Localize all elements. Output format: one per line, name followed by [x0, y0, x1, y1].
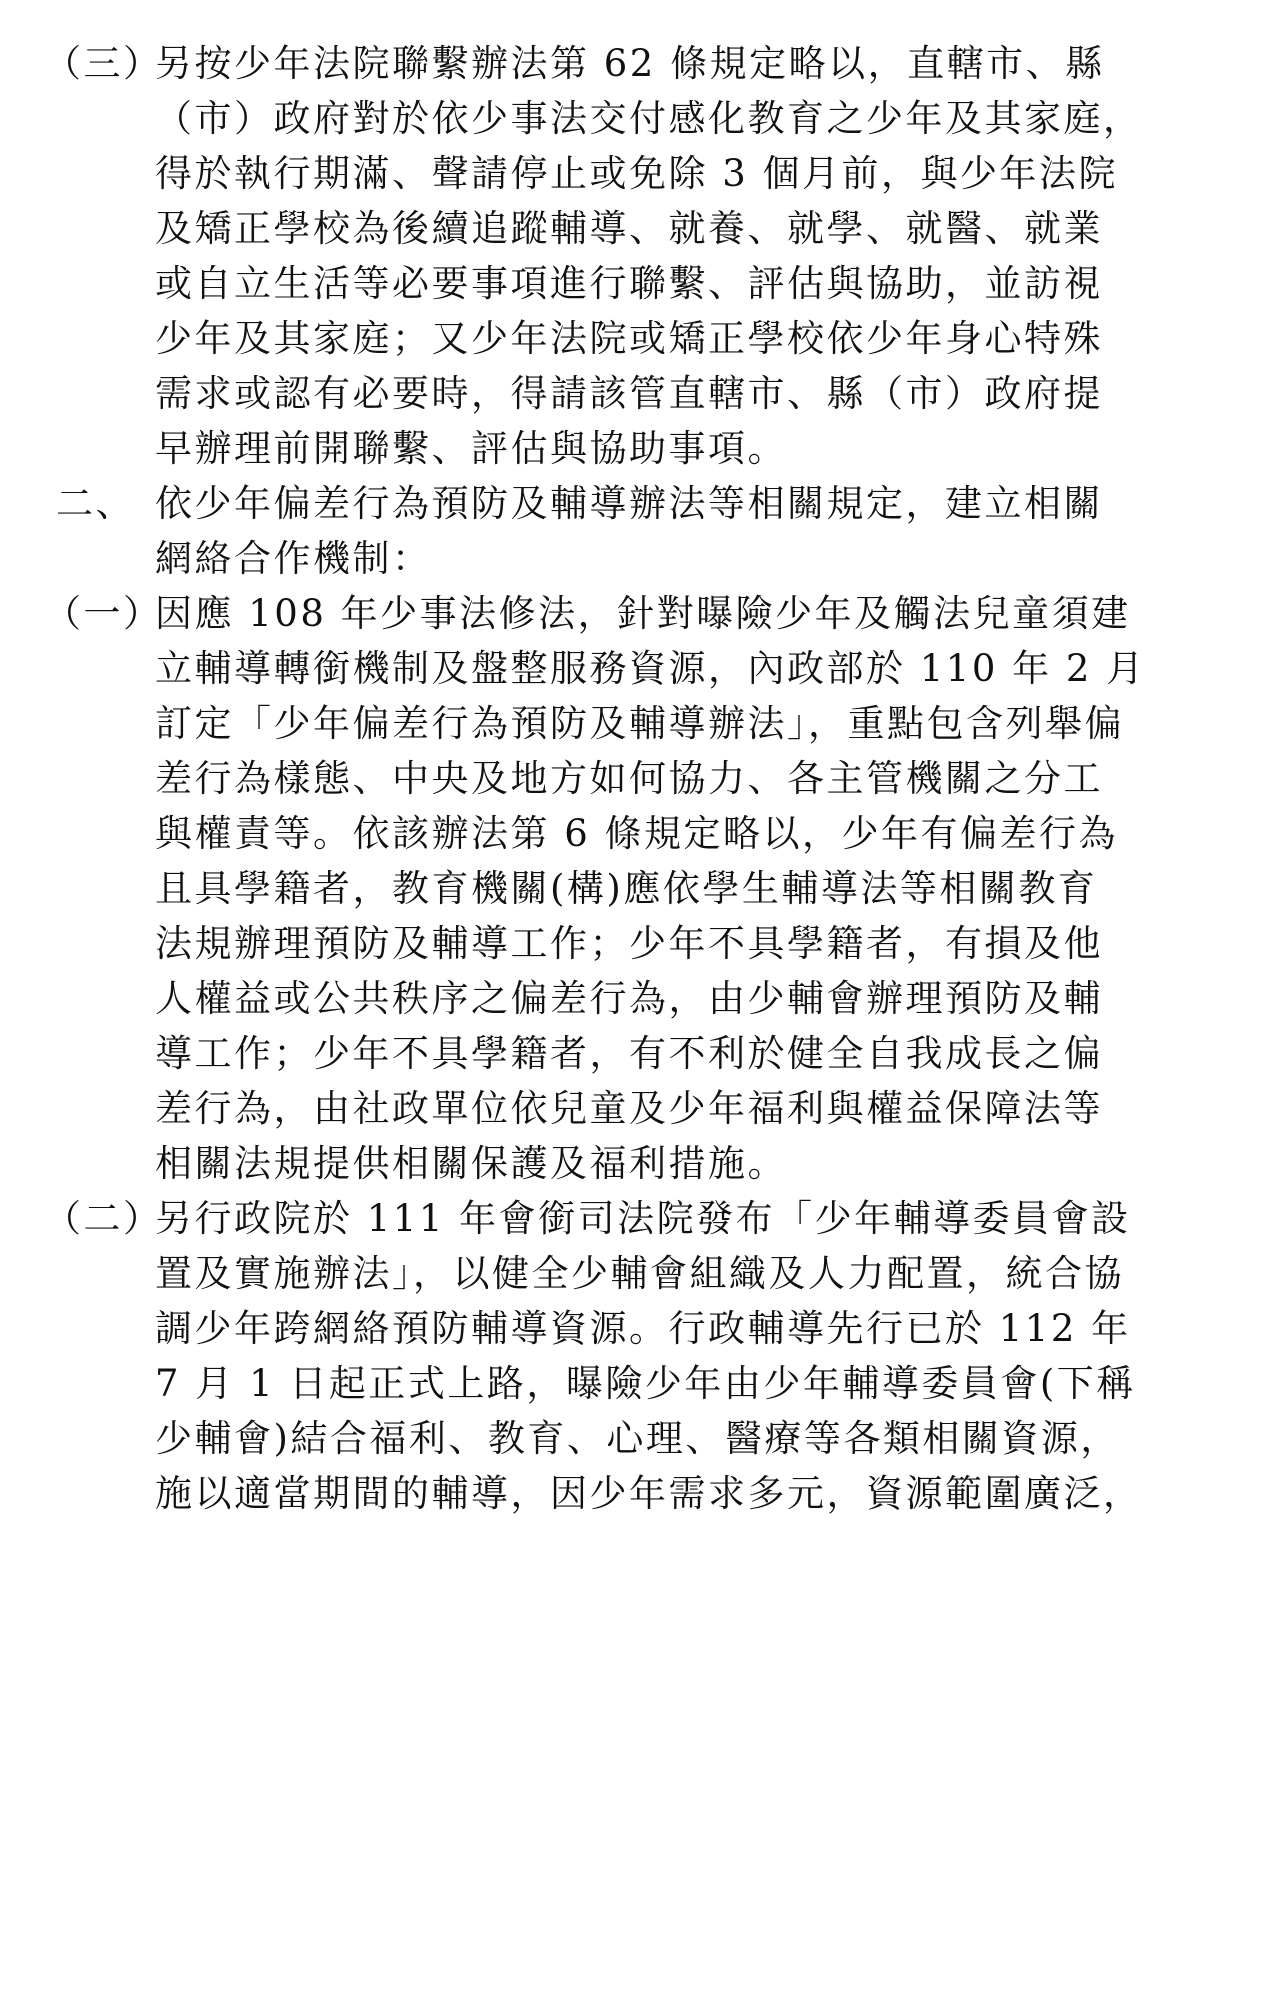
paragraph-line: 且具學籍者，教育機關(構)應依學生輔導法等相關教育 [155, 867, 1098, 910]
section-heading-line: 依少年偏差行為預防及輔導辦法等相關規定，建立相關 [155, 482, 1103, 525]
paragraph-line: 另行政院於 111 年會銜司法院發布「少年輔導委員會設 [155, 1197, 1131, 1240]
paragraph-line: 施以適當期間的輔導，因少年需求多元，資源範圍廣泛， [155, 1472, 1143, 1515]
paragraph-line: 或自立生活等必要事項進行聯繫、評估與協助，並訪視 [155, 262, 1103, 305]
paragraph-line: 需求或認有必要時，得請該管直轄市、縣（市）政府提 [155, 372, 1103, 415]
paragraph-line: 因應 108 年少事法修法，針對曝險少年及觸法兒童須建 [155, 592, 1131, 635]
section-marker-1: （一） [44, 592, 163, 635]
paragraph-line: 少年及其家庭；又少年法院或矯正學校依少年身心特殊 [155, 317, 1103, 360]
paragraph-line: 人權益或公共秩序之偏差行為，由少輔會辦理預防及輔 [155, 977, 1103, 1020]
paragraph-line: 法規辦理預防及輔導工作；少年不具學籍者，有損及他 [155, 922, 1103, 965]
section-marker-3: （三） [44, 42, 163, 85]
paragraph-line: 及矯正學校為後續追蹤輔導、就養、就學、就醫、就業 [155, 207, 1103, 250]
paragraph-line: （市）政府對於依少事法交付感化教育之少年及其家庭， [155, 97, 1143, 140]
paragraph-line: 得於執行期滿、聲請停止或免除 3 個月前，與少年法院 [155, 152, 1119, 195]
section-heading-line: 網絡合作機制： [155, 537, 432, 580]
paragraph-line: 7 月 1 日起正式上路，曝險少年由少年輔導委員會(下稱 [155, 1362, 1136, 1405]
paragraph-line: 差行為樣態、中央及地方如何協力、各主管機關之分工 [155, 757, 1103, 800]
section-marker-2: （二） [44, 1197, 163, 1240]
paragraph-line: 訂定「少年偏差行為預防及輔導辦法」，重點包含列舉偏 [155, 702, 1124, 745]
paragraph-line: 差行為，由社政單位依兒童及少年福利與權益保障法等 [155, 1087, 1103, 1130]
paragraph-line: 早辦理前開聯繫、評估與協助事項。 [155, 427, 787, 470]
paragraph-line: 調少年跨網絡預防輔導資源。行政輔導先行已於 112 年 [155, 1307, 1131, 1350]
paragraph-line: 另按少年法院聯繫辦法第 62 條規定略以，直轄市、縣 [155, 42, 1105, 85]
section-heading-marker-2: 二、 [56, 482, 135, 525]
paragraph-line: 與權責等。依該辦法第 6 條規定略以，少年有偏差行為 [155, 812, 1119, 855]
paragraph-line: 置及實施辦法」，以健全少輔會組織及人力配置，統合協 [155, 1252, 1124, 1295]
paragraph-line: 導工作；少年不具學籍者，有不利於健全自我成長之偏 [155, 1032, 1103, 1075]
paragraph-line: 少輔會)結合福利、教育、心理、醫療等各類相關資源， [155, 1417, 1120, 1460]
paragraph-line: 相關法規提供相關保護及福利措施。 [155, 1142, 787, 1185]
paragraph-line: 立輔導轉銜機制及盤整服務資源，內政部於 110 年 2 月 [155, 647, 1146, 690]
